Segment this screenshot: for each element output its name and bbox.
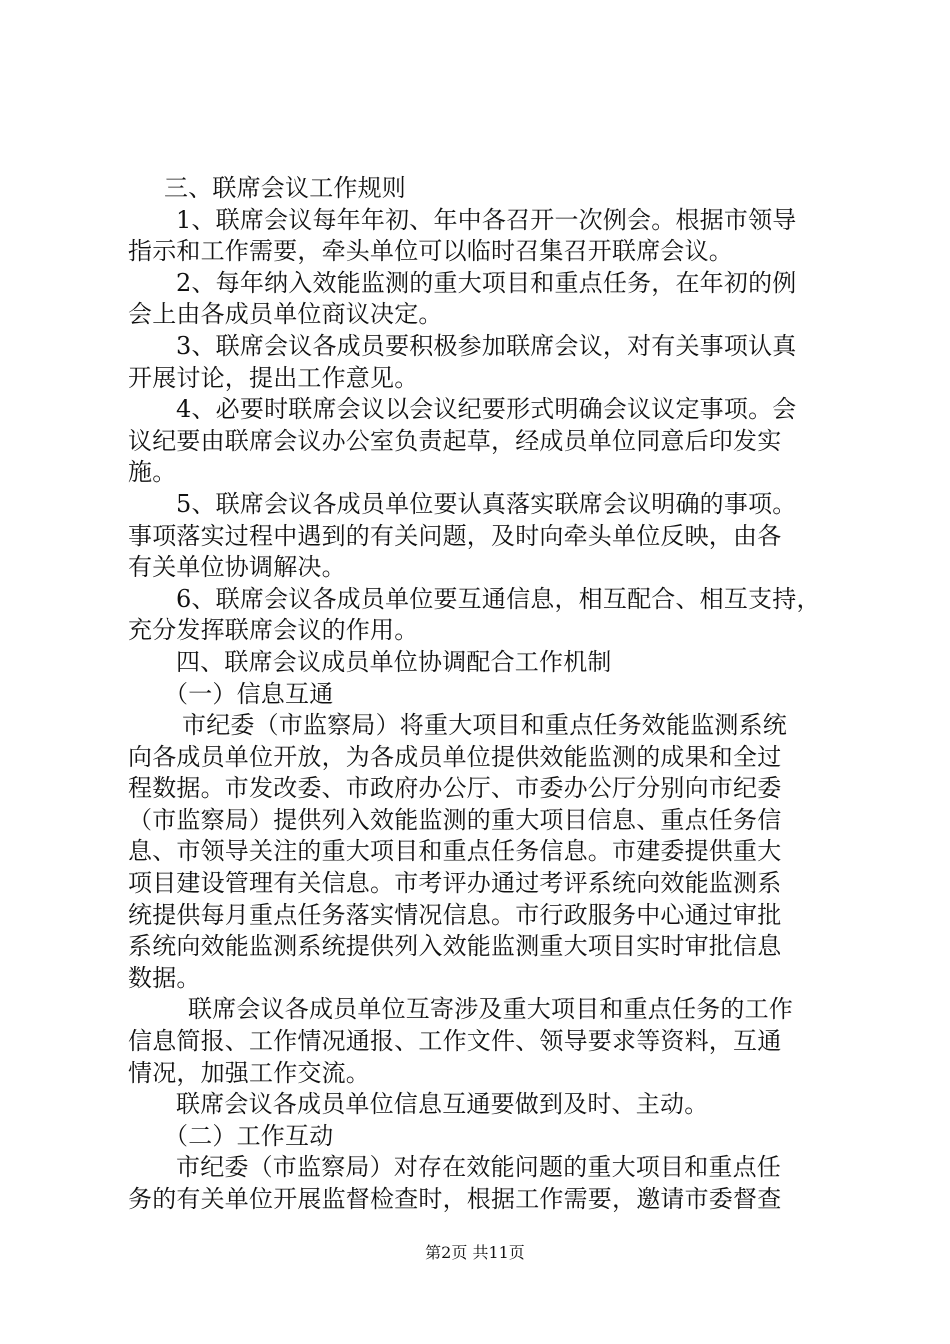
text-line: 4、必要时联席会议以会议纪要形式明确会议议定事项。会 — [176, 395, 797, 424]
text-line: 情况，加强工作交流。 — [128, 1058, 370, 1087]
text-line: 市纪委（市监察局）将重大项目和重点任务效能监测系统 — [182, 711, 787, 740]
text-line: 联席会议各成员单位互寄涉及重大项目和重点任务的工作 — [188, 995, 793, 1024]
text-line: 6、联席会议各成员单位要互通信息，相互配合、相互支持， — [176, 584, 821, 613]
text-line: 息、市领导关注的重大项目和重点任务信息。市建委提供重大 — [128, 837, 782, 866]
text-line: 项目建设管理有关信息。市考评办通过考评系统向效能监测系 — [128, 869, 782, 898]
text-line: 统提供每月重点任务落实情况信息。市行政服务中心通过审批 — [128, 900, 782, 929]
page-number-footer: 第2页 共11页 — [425, 1243, 525, 1262]
text-line: 开展讨论，提出工作意见。 — [128, 363, 419, 392]
document-body — [128, 173, 842, 1216]
text-line: 充分发挥联席会议的作用。 — [128, 616, 419, 645]
text-line: 向各成员单位开放，为各成员单位提供效能监测的成果和全过 — [128, 742, 782, 771]
text-line: 信息简报、工作情况通报、工作文件、领导要求等资料，互通 — [128, 1027, 782, 1056]
text-line: 指示和工作需要，牵头单位可以临时召集召开联席会议。 — [128, 237, 733, 266]
text-line: 市纪委（市监察局）对存在效能问题的重大项目和重点任 — [176, 1153, 781, 1182]
text-line: 5、联席会议各成员单位要认真落实联席会议明确的事项。 — [176, 489, 797, 518]
text-line: 3、联席会议各成员要积极参加联席会议，对有关事项认真 — [176, 331, 797, 360]
text-line: 程数据。市发改委、市政府办公厅、市委办公厅分别向市纪委 — [128, 774, 782, 803]
section-heading-4: 四、联席会议成员单位协调配合工作机制 — [176, 647, 612, 676]
text-line: 务的有关单位开展监督检查时，根据工作需要，邀请市委督查 — [128, 1185, 782, 1213]
text-line: 数据。 — [128, 963, 201, 992]
text-line: 会上由各成员单位商议决定。 — [128, 300, 443, 329]
text-line: 联席会议各成员单位信息互通要做到及时、主动。 — [176, 1090, 709, 1119]
subsection-heading-2: （二）工作互动 — [164, 1121, 334, 1150]
text-line: 事项落实过程中遇到的有关问题，及时向牵头单位反映，由各 — [128, 521, 782, 550]
text-line: 2、每年纳入效能监测的重大项目和重点任务，在年初的例 — [176, 268, 797, 297]
text-line: 系统向效能监测系统提供列入效能监测重大项目实时审批信息 — [128, 932, 782, 961]
text-line: 议纪要由联席会议办公室负责起草，经成员单位同意后印发实 — [128, 426, 782, 455]
text-line: （市监察局）提供列入效能监测的重大项目信息、重点任务信 — [128, 805, 782, 834]
subsection-heading-1: （一）信息互通 — [164, 679, 334, 708]
text-line: 施。 — [128, 458, 177, 487]
text-line: 1、联席会议每年年初、年中各召开一次例会。根据市领导 — [176, 205, 797, 234]
text-line: 有关单位协调解决。 — [128, 553, 346, 582]
section-heading-3: 三、联席会议工作规则 — [164, 174, 406, 202]
